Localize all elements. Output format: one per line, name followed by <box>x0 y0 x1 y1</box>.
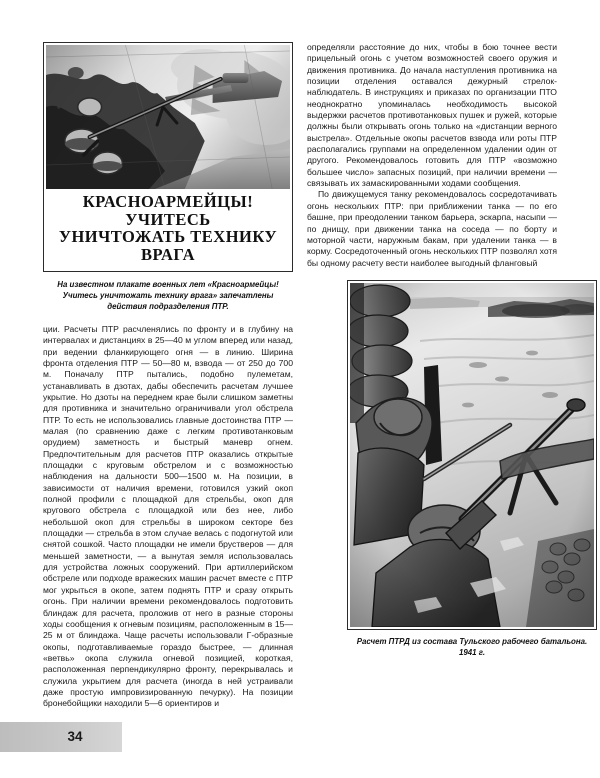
photo-frame <box>347 280 597 630</box>
poster-title-line-1: КРАСНОАРМЕЙЦЫ! УЧИТЕСЬ <box>82 192 254 229</box>
paragraph: ции. Расчеты ПТР расчленялись по фронту и в глубину на интервалах и дистанциях в 25—40 м углом вперед или назад, при ведении фланкирующего огня — в линию. Ширина фронта отделения ПТР — 50—80 м, взвода — от 250 до 700 м. Поначалу ПТР пытались, подобно пулеметам, устанавливать в дзотах, дабы обеспечить расчетам лучшее укрытие. Но дзоты на переднем крае были слишком заметны для противника и значительно ограничивали угол обстрела ПТР. То есть не использовались главные достоинства ПТР — малая (по сравнению даже с легким противотанковым орудием) заметность и быстрый маневр огнем. Предпочтительным для расчетов ПТР оказались открытые площадки с круговым обстрелом и с возможностью наблюдения на дальности 500—1500 м. На позиции, в зависимости от наличия времени, готовился узкий окоп полной профили с площадкой для стрельбы, окоп для кругового обстрела с площадкой или без нее, либо небольшой окоп для стрельбы в широком секторе без площадки — стрельба в этом случае велась с подогнутой или снятой сошкой. Часто площадки не имели брустверов — для меньшей заметности, — а вынутая земля использовалась для устройства ложных сооружений. При артиллерийском обстреле или подходе вражеских машин расчет вместе с ПТР мог укрыться в окопе, затем поднять ПТР и сразу открыть огонь. При наличии времени рекомендовалось подготовить блиндаж для расчета, проложив от него в разные стороны ходы сообщения к огневым позициям, расположенным в 15—25 м от блиндажа. Чаще расчеты использовали Г-образные окопы, подготавливаемые гораздо быстрее, — длинная «ветвь» окопа служила огневой позицией, короткая, расположенная перпендикулярно фронту, перекрывалась и служила укрытием для расчета (иногда в ней устраивали даже простую импровизированную печурку). На позиции бронебойщики находили 5—6 ориентиров и <box>43 323 293 709</box>
right-column <box>307 42 588 675</box>
poster-caption: На известном плакате военных лет «Красноармейцы! Учитесь уничтожать технику врага» запечатлены действия подразделения ПТР. <box>57 279 279 312</box>
poster-frame <box>43 42 293 272</box>
left-column <box>43 42 293 710</box>
photo-figure <box>347 280 597 659</box>
left-column-body <box>43 324 293 710</box>
poster-illustration <box>46 45 290 189</box>
poster-figure <box>43 42 293 313</box>
right-column-body <box>307 42 557 269</box>
photo-caption: Расчет ПТРД из состава Тульского рабочего батальона. 1941 г. <box>356 636 588 658</box>
paragraph: определяли расстояние до них, чтобы в бою точнее вести прицельный огонь с учетом возможностей своего оружия и движения противника. До начала наступления противника на позиции отделения оставался дежурный стрелок-наблюдатель. В инструкциях и приказах по организации ПТО неоднократно упоминалась необходимость высокой выдержки расчетов противотанковых пушек и ружей, которые должны были открывать огонь только на «дистанции верного выстрела». Отдельные окопы расчетов взвода или роты ПТР располагались группами на определенном удалении один от другого. Рекомендовалось готовить для ПТР «возможно большее число» запасных позиций, при наличии времени — связывать их замаскированными ходами сообщения. <box>307 42 557 189</box>
poster-title <box>46 189 290 269</box>
ptrd-crew-photograph <box>350 283 594 627</box>
page-number: 34 <box>67 729 83 744</box>
paragraph: По движущемуся танку рекомендовалось сосредотачивать огонь нескольких ПТР: при приближении танка — по его башне, при преодолении танком барьера, эскарпа, насыпи — по днищу, при движении танка на соседа — по борту и моторной части, наружным бакам, при удалении танка — в корму. Сосредоточенный огонь нескольких ПТР позволял хотя бы одному расчету вести наиболее выгодный фланговый <box>307 189 557 268</box>
poster-title-line-2: УНИЧТОЖАТЬ ТЕХНИКУ ВРАГА <box>58 227 278 264</box>
